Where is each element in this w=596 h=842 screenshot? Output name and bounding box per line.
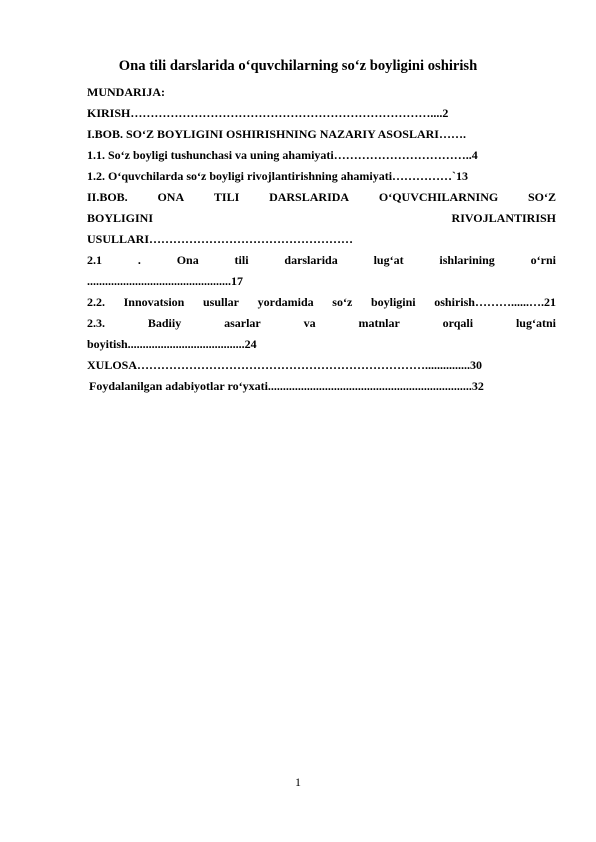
- toc-entry-2-3-line-2: boyitish.......................................24: [87, 337, 257, 351]
- toc-word: soʻz: [332, 295, 353, 309]
- toc-word: tili: [234, 253, 249, 267]
- toc-entry-bob-1: I.BOB. SOʻZ BOYLIGINI OSHIRISHNING NAZARIY ASOSLARI…….: [87, 127, 466, 141]
- toc-entry-1-1: 1.1. Soʻz boyligi tushunchasi va uning ahamiyati……………………………..4: [87, 148, 478, 162]
- toc-word: Innovatsion: [123, 295, 185, 309]
- toc-word: orqali: [442, 316, 474, 330]
- toc-word: Badiiy: [147, 316, 182, 330]
- toc-word: asarlar: [224, 316, 261, 330]
- table-of-contents: [87, 82, 556, 397]
- toc-entry-1-2: 1.2. Oʻquvchilarda soʻz boyligi rivojlantirishning ahamiyati……………`13: [87, 169, 469, 183]
- toc-word: oshirish………......….21: [434, 295, 556, 309]
- toc-word: II.BOB.: [87, 190, 128, 204]
- toc-word: ONA: [157, 190, 185, 204]
- toc-entry-2-2: [87, 292, 556, 313]
- toc-word: ishlarining: [439, 253, 495, 267]
- toc-entry-bob-2-line-2: [87, 208, 556, 229]
- toc-word: 2.1: [87, 253, 102, 267]
- toc-word: yordamida: [257, 295, 314, 309]
- toc-word: 2.3.: [87, 316, 105, 330]
- toc-word: darslarida: [284, 253, 338, 267]
- toc-word: 2.2.: [87, 295, 105, 309]
- document-title: Ona tili darslarida oʻquvchilarning soʻz boyligini oshirish: [118, 58, 478, 74]
- toc-entry-bob-2-line-1: [87, 187, 556, 208]
- toc-word: usullar: [202, 295, 239, 309]
- toc-entry-kirish: KIRISH…………………………………………………………………....2: [87, 106, 449, 120]
- toc-entry-xulosa: XULOSA………………………………………………………………...............30: [87, 358, 483, 372]
- toc-word: .: [137, 253, 141, 267]
- toc-word: DARSLARIDA: [269, 190, 350, 204]
- toc-word: BOYLIGINI: [87, 211, 154, 225]
- toc-entry-adabiyotlar: Foydalanilgan adabiyotlar roʻyxati....................................................................32: [89, 379, 484, 393]
- toc-word: va: [303, 316, 316, 330]
- page-number: 1: [295, 775, 301, 789]
- toc-word: lugʻatni: [515, 316, 556, 330]
- toc-word: TILI: [213, 190, 240, 204]
- toc-heading: MUNDARIJA:: [87, 85, 165, 99]
- toc-entry-bob-2-line-3: USULLARI……………………………………………: [87, 232, 354, 246]
- toc-word: OʻQUVCHILARNING: [378, 190, 499, 204]
- toc-word: Ona: [176, 253, 199, 267]
- toc-word: oʻrni: [530, 253, 556, 267]
- toc-entry-2-1-line-1: [87, 250, 556, 271]
- toc-word: lugʻat: [373, 253, 404, 267]
- toc-entry-2-3-line-1: [87, 313, 556, 334]
- toc-word: matnlar: [358, 316, 400, 330]
- toc-word: RIVOJLANTIRISH: [451, 211, 556, 225]
- toc-word: SOʻZ: [527, 190, 556, 204]
- toc-word: boyligini: [370, 295, 416, 309]
- toc-entry-2-1-line-2: ................................................17: [87, 274, 243, 288]
